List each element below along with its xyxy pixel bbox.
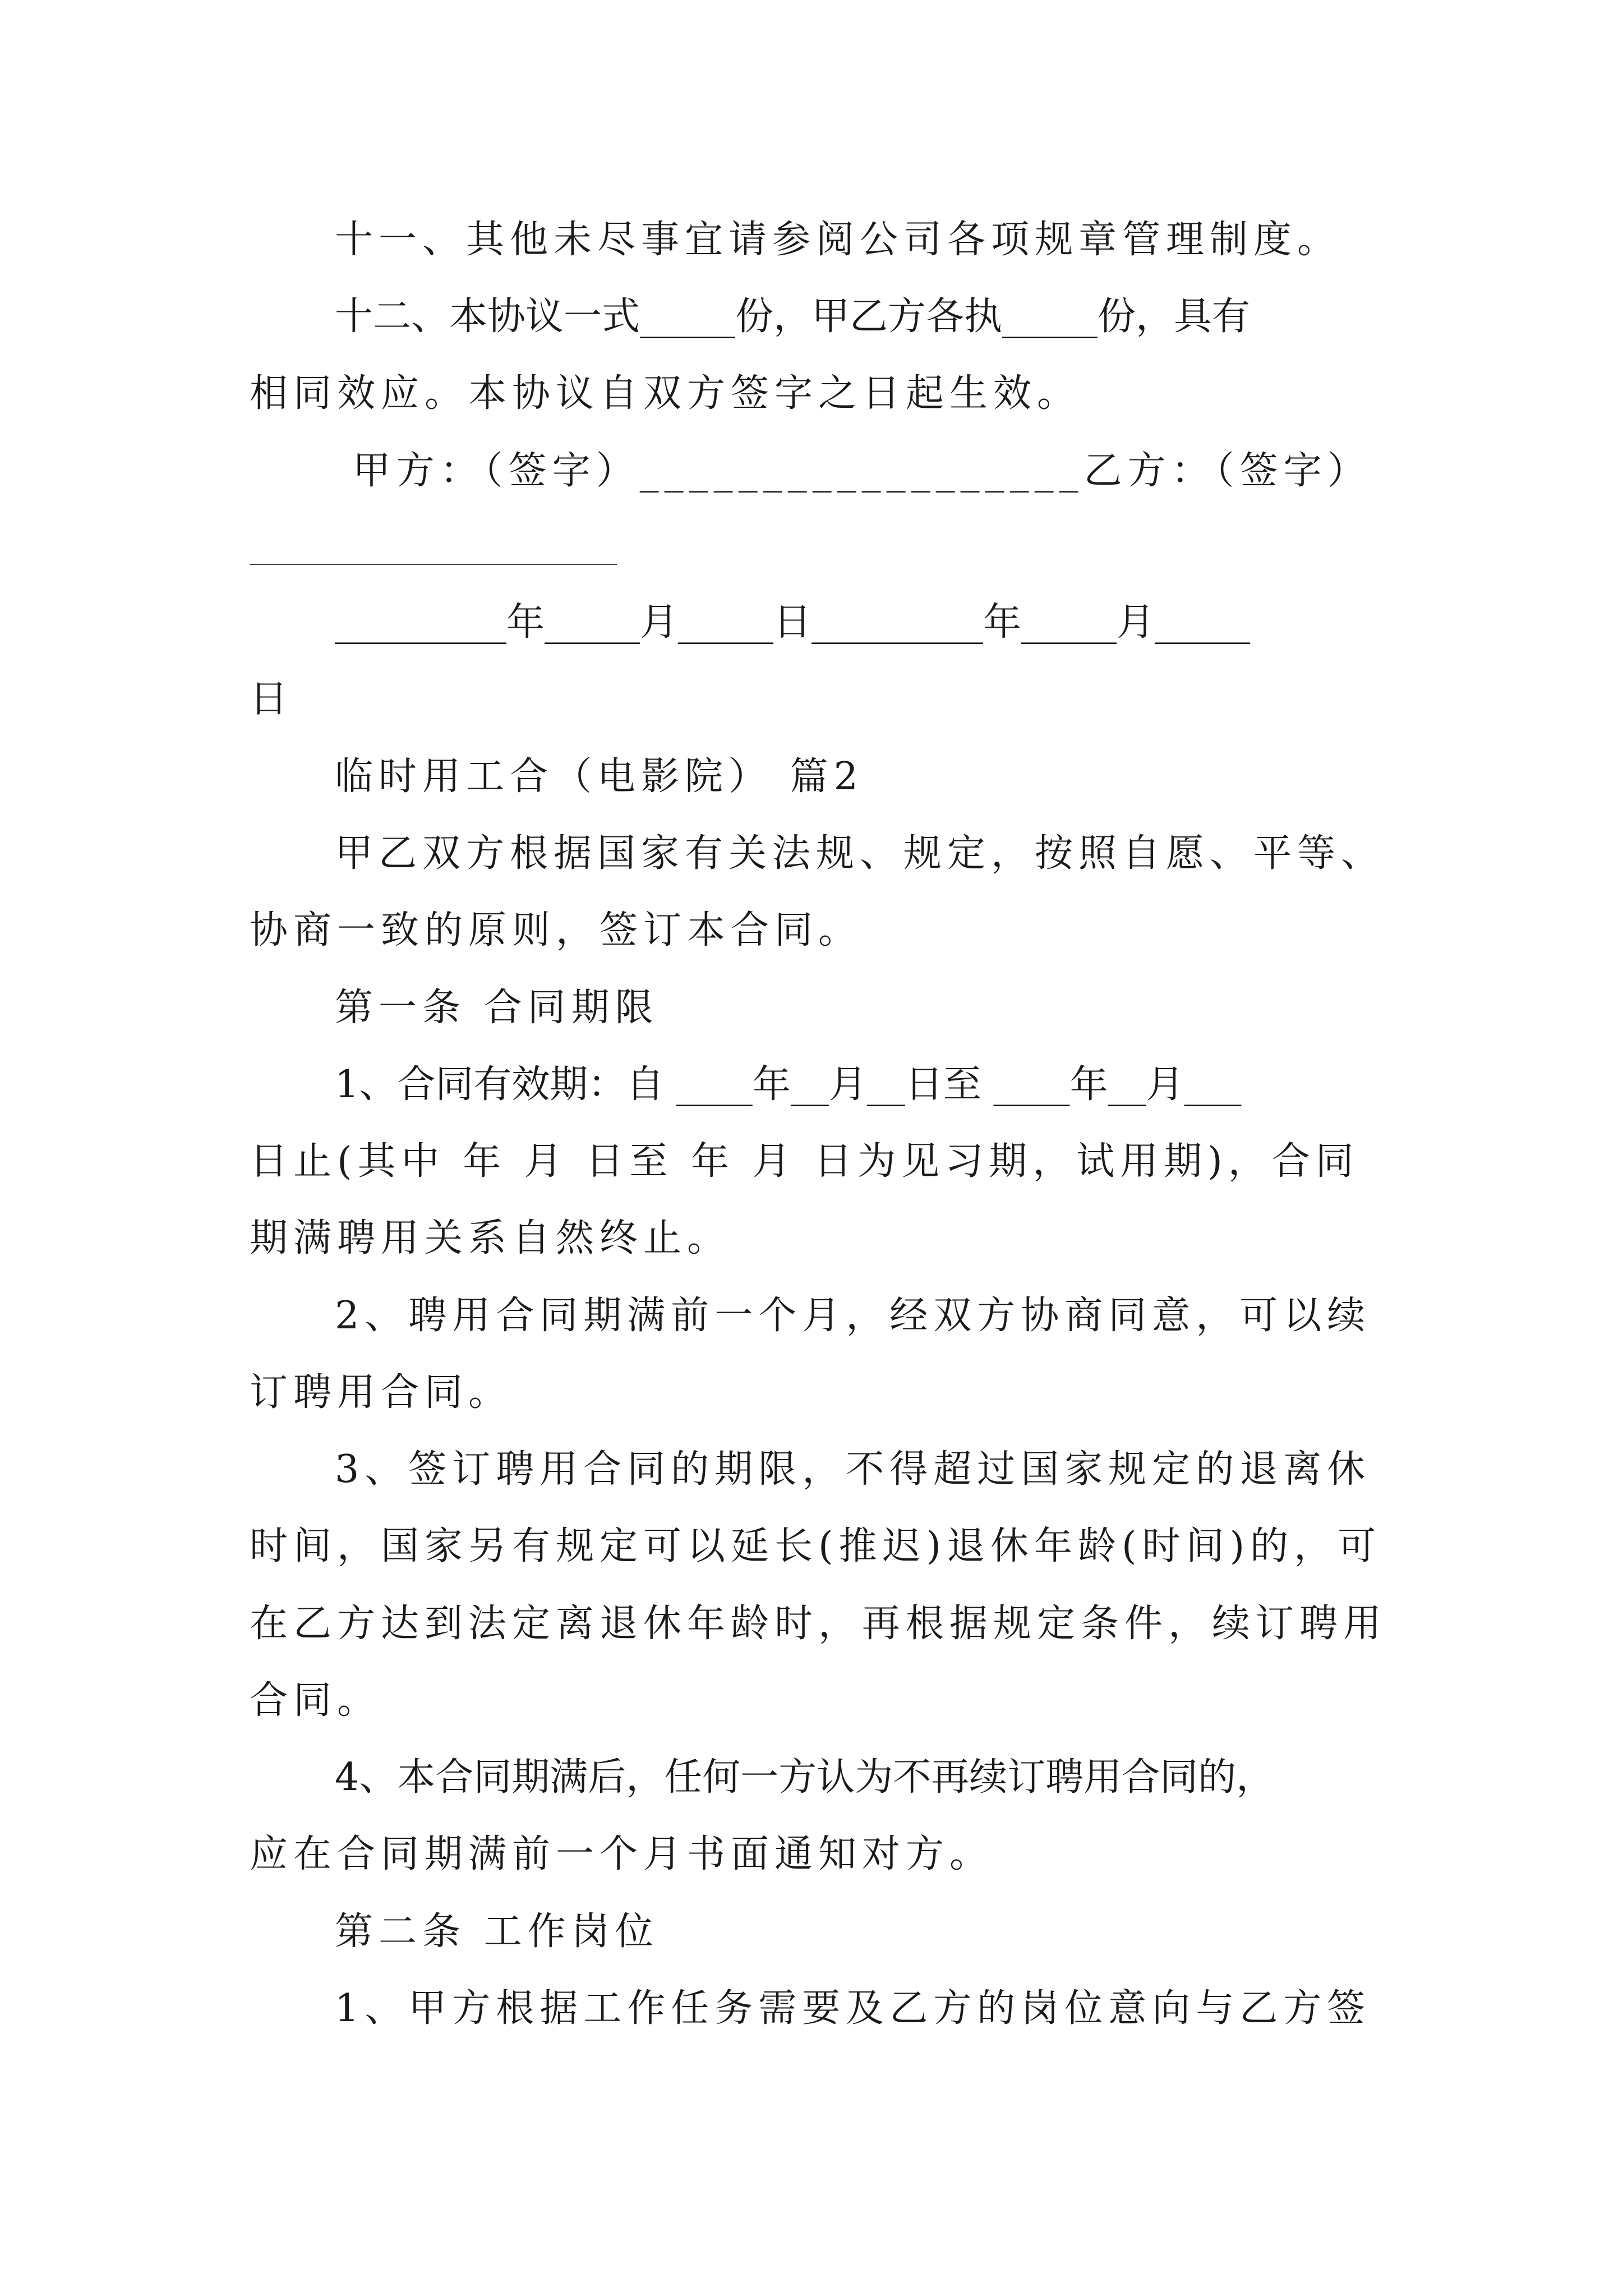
article-1-item3-line3: 在乙方达到法定离退休年龄时，再根据规定条件，续订聘用 bbox=[250, 1602, 1387, 1646]
article-1-item3-line1: 3、签订聘用合同的期限，不得超过国家规定的退离休 bbox=[335, 1447, 1371, 1492]
section-heading: 临时用工合（电影院） 篇2 bbox=[335, 754, 864, 799]
article-1-item1-line1: 1、合同有效期：自 ____年__月__日至 ____年__月___ bbox=[335, 1062, 1242, 1107]
article-1-item4-line2: 应在合同期满前一个月书面通知对方。 bbox=[250, 1832, 994, 1876]
article-1-item1-line3: 期满聘用关系自然终止。 bbox=[250, 1216, 731, 1260]
article-2-item1-line1: 1、甲方根据工作任务需要及乙方的岗位意向与乙方签 bbox=[335, 1986, 1371, 2031]
date-line: _________年_____月_____日_________年_____月_____ bbox=[335, 600, 1251, 645]
clause-11: 十一、其他未尽事宜请参阅公司各项规章管理制度。 bbox=[335, 218, 1341, 262]
date-line-end: 日 bbox=[250, 677, 294, 721]
article-1-item3-line2: 时间，国家另有规定可以延长(推迟)退休年龄(时间)的，可 bbox=[250, 1524, 1382, 1568]
signature-line: 甲方：（签字）__________________乙方：（签字） bbox=[335, 449, 1371, 493]
article-1-item3-line4: 合同。 bbox=[250, 1678, 381, 1723]
article-1-item2-line1: 2、聘用合同期满前一个月，经双方协商同意，可以续 bbox=[335, 1294, 1371, 1338]
article-1-item1-line2: 日止(其中 年 月 日至 年 月 日为见习期，试用期)，合同 bbox=[250, 1139, 1359, 1184]
clause-12-line1: 十二、本协议一式_____份，甲乙方各执_____份，具有 bbox=[335, 295, 1251, 339]
preamble-line2: 协商一致的原则，签订本合同。 bbox=[250, 908, 863, 953]
article-1-heading: 第一条 合同期限 bbox=[335, 986, 659, 1030]
article-1-item2-line2: 订聘用合同。 bbox=[250, 1370, 513, 1415]
article-2-heading: 第二条 工作岗位 bbox=[335, 1910, 659, 1954]
clause-12-line2: 相同效应。本协议自双方签字之日起生效。 bbox=[250, 371, 1081, 416]
signature-underline bbox=[250, 564, 617, 565]
article-1-item4-line1: 4、本合同期满后，任何一方认为不再续订聘用合同的， bbox=[335, 1755, 1275, 1800]
preamble-line1: 甲乙双方根据国家有关法规、规定，按照自愿、平等、 bbox=[335, 831, 1385, 876]
